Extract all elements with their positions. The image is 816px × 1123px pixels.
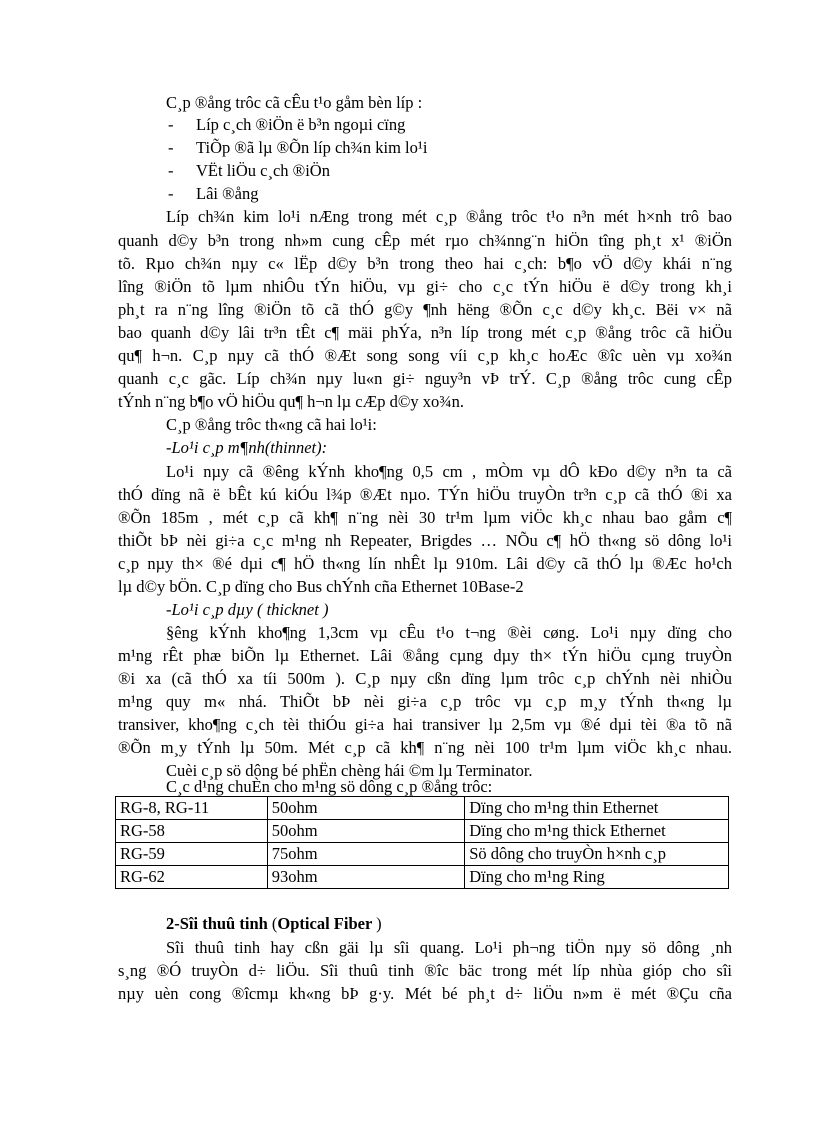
- thinnet-heading: -Lo¹i c¸p m¶nh(thinnet):: [166, 438, 328, 457]
- paragraph-line: quanh c¸c gãc. Líp ch¾n nµy lu«n gi÷ nguy³n vÞ trÝ. C¸p ®ång trôc cung cÊp: [118, 369, 732, 388]
- paren-close: ): [376, 914, 382, 933]
- types-intro: C¸p ®ång trôc th«ng cã hai lo¹i:: [166, 415, 377, 434]
- table-cell: RG-59: [116, 843, 268, 866]
- paragraph-line: ®Õn m¸y tÝnh lµ 50m. Mét c¸p cã kh¶ n¨ng nèi 100 tr¹m lµm viÖc kh¸c nhau.: [118, 738, 732, 757]
- paragraph-line: Líp ch¾n kim lo¹i nÆng trong mét c¸p ®ång trôc t¹o n³n mét h×nh trô bao: [166, 207, 732, 226]
- thicknet-heading: -Lo¹i c¸p dµy ( thicknet ): [166, 600, 329, 619]
- table-cell: 93ohm: [267, 866, 464, 889]
- cable-standards-table: [115, 796, 729, 889]
- table-cell: Dïng cho m¹ng thick Ethernet: [465, 820, 729, 843]
- paragraph-line: quanh d©y b³n trong nh»m cung cÊp mét rµo ch¾nng¨n hiÖn tîng ph¸t x¹ ®iÖn: [118, 231, 732, 250]
- bullet-item: Líp c¸ch ®iÖn ë b³n ngoµi cïng: [196, 115, 406, 134]
- table-row: [116, 797, 729, 820]
- bullet-marker: -: [168, 115, 174, 134]
- table-row: [116, 866, 729, 889]
- paragraph-line: lîng ®iÖn tõ lµm nhiÔu tÝn hiÖu, vµ gi÷ cho c¸c tÝn hiÖu ë d©y trong kh¸i: [118, 277, 732, 296]
- table-cell: 75ohm: [267, 843, 464, 866]
- bullet-marker: -: [168, 161, 174, 180]
- table-cell: Dïng cho m¹ng Ring: [465, 866, 729, 889]
- paragraph-line: §êng kÝnh kho¶ng 1,3cm vµ cÊu t¹o t¬ng ®èi cøng. Lo¹i nµy dïng cho: [166, 623, 732, 642]
- paragraph-line: nµy uèn cong ®îcmµ kh«ng bÞ g·y. Mét bé ph¸t d÷ liÖu n»m ë mét ®Çu cña: [118, 984, 732, 1003]
- paren-open: (: [271, 914, 278, 933]
- section-title: 2-Sîi thuû tinh: [166, 914, 268, 933]
- paragraph-line: Lo¹i nµy cã ®êng kÝnh kho¶ng 0,5 cm , mÒm vµ dÔ kÐo d©y n³n ta cã: [166, 462, 732, 481]
- table-cell: RG-8, RG-11: [116, 797, 268, 820]
- table-row: [116, 843, 729, 866]
- paragraph-line: transiver, kho¶ng c¸ch tèi thiÓu gi÷a hai transiver lµ 2,5m vµ ®é dµi tèi ®a tõ nã: [118, 715, 732, 734]
- bullet-item: Lâi ®ång: [196, 184, 259, 203]
- intro-line: C¸p ®ång trôc cã cÊu t¹o gåm bèn líp :: [166, 93, 423, 112]
- paragraph-line: ®Õn 185m , mét c¸p cã kh¶ n¨ng nèi 30 tr¹m lµm viÖc kh¸c nhau bao gåm c¶: [118, 508, 732, 527]
- section-heading-optical-fiber: [166, 913, 382, 935]
- table-cell: 50ohm: [267, 797, 464, 820]
- paragraph-line: qu¶ h¬n. C¸p nµy cã thÓ ®Æt song song víi c¸p kh¸c hoÆc ®îc uèn vµ xo¾n: [118, 346, 732, 365]
- paragraph-line: tõ. Rµo ch¾n nµy c« lËp d©y b³n trong theo hai c¸ch: b¶o vÖ d©y khái n¨ng: [118, 254, 732, 273]
- bullet-marker: -: [168, 184, 174, 203]
- section-subtitle: Optical Fiber: [277, 914, 372, 933]
- paragraph-line: thiÕt bÞ nèi gi÷a c¸c m¹ng nh Repeater, Brigdes … NÕu c¶ hÖ th«ng sö dông lo¹i: [118, 531, 732, 550]
- table-cell: 50ohm: [267, 820, 464, 843]
- paragraph-line: thÓ dïng nã ë bÊt kú kiÓu l¾p ®Æt nµo. TÝn hiÖu truyÒn tr³n c¸p cã thÓ ®i xa: [118, 485, 732, 504]
- table-intro: C¸c d¹ng chuÈn cho m¹ng sö dông c¸p ®ång trôc:: [166, 777, 493, 796]
- paragraph-line: tÝnh n¨ng b¶o vÖ hiÖu qu¶ h¬n lµ cÆp d©y xo¾n.: [118, 392, 465, 411]
- paragraph-line: ®i xa (cã thÓ xa tíi 500m ). C¸p nµy cßn dïng lµm trôc c¸p chÝnh nèi nhiÒu: [118, 669, 732, 688]
- paragraph-line: m¹ng quy m« nhá. ThiÕt bÞ nèi gi÷a c¸p trôc vµ c¸p m¸y tÝnh th«ng lµ: [118, 692, 732, 711]
- table-cell: Dïng cho m¹ng thin Ethernet: [465, 797, 729, 820]
- paragraph-line: m¹ng rÊt phæ biÕn lµ Ethernet. Lâi ®ång cµng dµy th× tÝn hiÖu cµng truyÒn: [118, 646, 732, 665]
- paragraph-line: bao quanh d©y lâi tr³n tÊt c¶ mäi phÝa, n³n líp trong mét c¸p ®ång trôc cã hiÖu: [118, 323, 732, 342]
- paragraph-line: s¸ng ®Ó truyÒn d÷ liÖu. Sîi thuû tinh ®îc bäc trong mét líp nhùa gióp cho sîi: [118, 961, 732, 980]
- bullet-marker: -: [168, 138, 174, 157]
- paragraph-line: c¸p nµy th× ®é dµi c¶ hÖ th«ng lín nhÊt lµ 910m. Lâi d©y cã thÓ lµ ®Æc ho¹ch: [118, 554, 732, 573]
- paragraph-line: lµ d©y bÖn. C¸p dïng cho Bus chÝnh cña Ethernet 10Base-2: [118, 577, 524, 596]
- paragraph-line: ph¸t ra n¨ng lîng ®iÖn tõ cã thÓ g©y ¶nh hëng ®Õn c¸c d©y kh¸c. Bëi v× nã: [118, 300, 732, 319]
- table-cell: RG-62: [116, 866, 268, 889]
- bullet-item: TiÕp ®ã lµ ®Õn líp ch¾n kim lo¹i: [196, 138, 428, 157]
- paragraph-line: Sîi thuû tinh hay cßn gäi lµ sîi quang. Lo¹i ph¬ng tiÖn nµy sö dông ¸nh: [166, 938, 732, 957]
- paragraph-line: Cuèi c¸p sö dông bé phËn chèng hái ©m lµ Terminator.: [166, 761, 533, 780]
- bullet-item: VËt liÖu c¸ch ®iÖn: [196, 161, 330, 180]
- table-cell: Sö dông cho truyÒn h×nh c¸p: [465, 843, 729, 866]
- table-row: [116, 820, 729, 843]
- table-cell: RG-58: [116, 820, 268, 843]
